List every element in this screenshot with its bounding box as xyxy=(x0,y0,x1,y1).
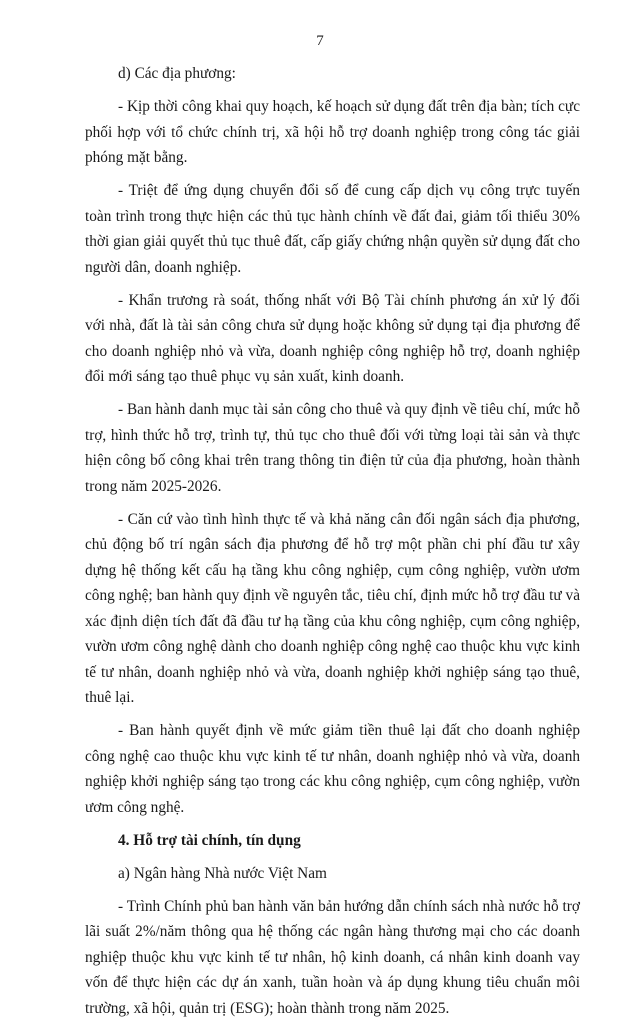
section-d-paragraph-5 xyxy=(85,507,580,711)
section-d-paragraph-1 xyxy=(85,94,580,171)
line: công bố công khai trên trang thông tin điện tử của địa phương, hoàn thành trong năm xyxy=(85,452,580,495)
line: - Triệt để ứng dụng chuyển đổi số để cung cấp dịch vụ công trực tuyến toàn xyxy=(85,182,580,225)
line: giải quyết thủ tục thuê đất, cấp giấy chứng nhận quyền sử dụng đất cho người dân, xyxy=(85,233,580,276)
section-4a-paragraph-1 xyxy=(85,894,580,1021)
section-4a-heading: a) Ngân hàng Nhà nước Việt Nam xyxy=(85,861,580,887)
line: - Ban hành quyết định về mức giảm tiền thuê lại đất cho doanh nghiệp công xyxy=(85,722,580,765)
line: công nghệ. xyxy=(117,799,184,816)
line: phối hợp với tổ chức chính trị, xã hội hỗ trợ doanh nghiệp trong công tác giải phóng xyxy=(85,124,580,167)
line: trợ, hình thức hỗ trợ, trình tự, thủ tục cho thuê đối với từng loại tài sản và thực hiện xyxy=(85,427,580,470)
page-number: 7 xyxy=(0,31,640,51)
line: thuộc khu vực kinh tế tư nhân, hộ kinh doanh, cá nhân kinh doanh vay vốn để thực xyxy=(85,949,580,992)
line: mặt bằng. xyxy=(127,149,187,166)
line: nhà, đất là tài sản công chưa sử dụng hoặc không sử dụng tại địa phương để cho xyxy=(85,317,580,360)
line: doanh nghiệp. xyxy=(155,259,242,276)
section-d-heading: d) Các địa phương: xyxy=(85,61,580,87)
line: hành quy định về nguyên tắc, tiêu chí, định mức hỗ trợ đầu tư và xác định diện tích xyxy=(85,587,580,630)
section-d-paragraph-4 xyxy=(85,397,580,499)
line: - Ban hành danh mục tài sản công cho thuê và quy định về tiêu chí, mức hỗ xyxy=(118,401,580,418)
line: nhỏ và vừa, doanh nghiệp khởi nghiệp sáng tạo thuê, thuê lại. xyxy=(85,664,580,707)
line: - Khẩn trương rà soát, thống nhất với Bộ Tài chính phương án xử lý đối với xyxy=(85,292,580,335)
line: động bố trí ngân sách địa phương để hỗ trợ một phần chi phí đầu tư xây dựng hệ xyxy=(85,536,580,579)
line: hiện các dự án xanh, tuần hoàn và áp dụng khung tiêu chuẩn môi trường, xã hội, quản xyxy=(85,974,580,1017)
line: lãi suất 2%/năm thông qua hệ thống các ngân hàng thương mại cho các doanh nghiệp xyxy=(85,923,580,966)
line: trình trong thực hiện các thủ tục hành chính về đất đai, giảm tối thiểu 30% thời gian xyxy=(85,208,580,251)
section-d-paragraph-6 xyxy=(85,718,580,820)
line: - Kịp thời công khai quy hoạch, kế hoạch sử dụng đất trên địa bàn; tích cực xyxy=(118,98,580,115)
line: khởi nghiệp sáng tạo trong các khu công nghiệp, cụm công nghiệp, vườn ươm xyxy=(85,773,580,816)
line: đất đã đầu tư hạ tầng của khu công nghiệp, cụm công nghiệp, vườn ươm công nghệ xyxy=(85,613,580,656)
line: - Trình Chính phủ ban hành văn bản hướng dẫn chính sách nhà nước hỗ trợ xyxy=(118,898,580,915)
section-d-paragraph-3 xyxy=(85,288,580,390)
line: thống kết cấu hạ tầng khu công nghiệp, cụm công nghiệp, vườn ươm công nghệ; ban xyxy=(85,562,580,605)
line: dành cho doanh nghiệp công nghệ cao thuộc khu vực kinh tế tư nhân, doanh nghiệp xyxy=(85,638,580,681)
line: trị (ESG); hoàn thành trong năm 2025. xyxy=(213,1000,450,1017)
section-4-heading: 4. Hỗ trợ tài chính, tín dụng xyxy=(85,828,580,854)
line: nghệ cao thuộc khu vực kinh tế tư nhân, doanh nghiệp nhỏ và vừa, doanh nghiệp xyxy=(85,748,580,791)
document-body xyxy=(85,61,580,1021)
line: doanh nghiệp nhỏ và vừa, doanh nghiệp công nghiệp hỗ trợ, doanh nghiệp đổi mới xyxy=(85,343,580,386)
line: 2025-2026. xyxy=(151,478,221,495)
line: - Căn cứ vào tình hình thực tế và khả năng cân đối ngân sách địa phương, chủ xyxy=(85,511,580,554)
section-d-paragraph-2 xyxy=(85,178,580,280)
line: sáng tạo thuê phục vụ sản xuất, kinh doanh. xyxy=(136,368,404,385)
